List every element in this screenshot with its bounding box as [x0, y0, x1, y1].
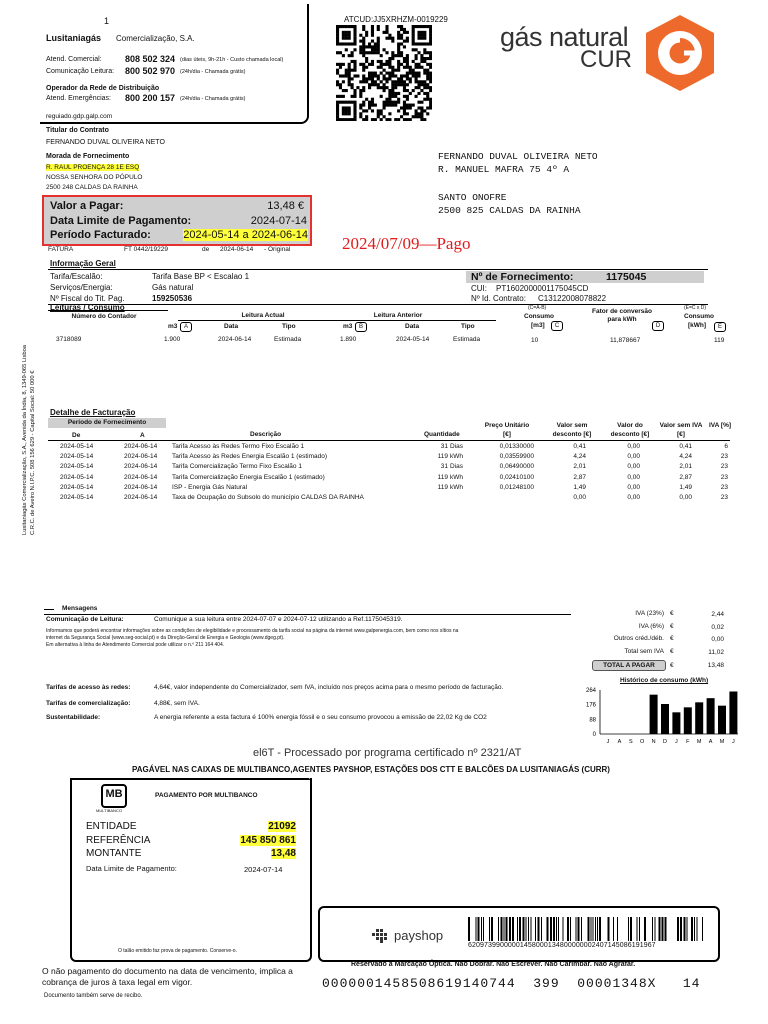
- mb-entity-value: 21092: [268, 821, 296, 832]
- valor-value: 13,48 €: [267, 200, 304, 212]
- chart-bar: [661, 704, 669, 734]
- readings-h-factor: Fator de conversão para kWh: [592, 308, 652, 323]
- total-other-cur: €: [670, 635, 674, 642]
- limit-value: 2024-07-14: [250, 215, 307, 227]
- billing-row: [48, 443, 730, 453]
- limit-label: Data Limite de Pagamento:: [50, 215, 192, 227]
- address-line1: [46, 164, 165, 171]
- recipient-block: [438, 150, 598, 217]
- billing-cell-qty: 119: [437, 473, 448, 481]
- msg-reading-label: Comunicação de Leitura:: [46, 616, 124, 623]
- chart-bar: [718, 706, 726, 734]
- optical-code-line: 0000001458508619140744 399 00001348X 14: [322, 976, 701, 991]
- billing-cell-iva: 23: [720, 494, 728, 501]
- total-iva6-label: IVA (6%): [638, 623, 664, 630]
- emergency-note: (24h/dia - Chamada grátis): [180, 96, 246, 102]
- contact-box: [40, 4, 309, 124]
- brand-line2: CUR: [580, 46, 632, 73]
- certificate-note: el6T - Processado por programa certificado nº 2321/AT: [253, 747, 522, 759]
- late-payment-notice: O não pagamento do documento na data de vencimento, implica a cobrança de juros à taxa legal em vigor.: [42, 966, 293, 987]
- billing-cell-a: 2024-06-14: [124, 463, 158, 471]
- billing-cell-desc: Tarifa Acesso às Redes Energia Escalão 1 (estimado): [172, 453, 327, 461]
- chart-bar: [650, 695, 658, 734]
- msg-info1: Informamos que poderá encontrar informações sobre as condições de elegibilidade e processamento da tarifa social na página da internet www.galpenergia.com, bem como nos sítios na: [46, 628, 459, 634]
- billing-cell-unit: Dias: [450, 443, 464, 450]
- readings-h-data-b: Data: [405, 323, 420, 330]
- billing-cell-disc: 0,00: [627, 483, 640, 491]
- contact-label: Atend. Comercial:: [46, 56, 102, 63]
- address-line1-text: R. RAUL PROENÇA 28 1E ESQ: [46, 164, 140, 171]
- invoice-de: de: [202, 246, 210, 253]
- consumption-history-chart: [580, 686, 740, 748]
- billing-cell-unit: kWh: [450, 483, 463, 491]
- billing-cell-vsd: 0,41: [573, 443, 586, 450]
- chart-x-tick: A: [617, 739, 622, 745]
- period-value: 2024-05-14 a 2024-06-14: [183, 229, 308, 241]
- billing-cell-vsd: 1,49: [573, 483, 586, 491]
- billing-cell-disc: 0,00: [627, 494, 640, 501]
- total-noiva-label: Total sem IVA: [624, 648, 664, 655]
- recipient-name: FERNANDO DUVAL OLIVEIRA NETO: [438, 151, 598, 162]
- readings-title: Leituras / Consumo: [50, 303, 125, 312]
- email-link[interactable]: reguiado.gdp.galp.com: [46, 113, 113, 120]
- billing-cell-unit: Dias: [450, 463, 464, 471]
- recipient-postal: 2500 825 CALDAS DA RAINHA: [438, 205, 581, 216]
- total-iva6-cur: €: [670, 623, 674, 630]
- billing-period-header: Período de Fornecimento: [48, 418, 166, 428]
- readings-h-counter: Número do Contador: [71, 313, 137, 320]
- side-legal-line1: Lusitaniagás Comercialização, S.A., Avenida da Índia, 8, 1349-065 Lisboa: [22, 344, 28, 535]
- paid-note: 2024/07/09—Pago: [342, 234, 471, 253]
- billing-cell-iva: 23: [720, 453, 728, 461]
- reading-a-m3: 1.900: [164, 336, 181, 343]
- billing-h-a: A: [140, 432, 145, 439]
- total-pay-value: 13,48: [707, 662, 724, 669]
- contract-id-label: Nº Id. Contrato:: [471, 294, 526, 303]
- chart-y-tick: 0: [592, 732, 596, 738]
- billing-cell-desc: Tarifa Comercialização Energia Escalão 1 (estimado): [172, 473, 325, 481]
- mb-limit-value: 2024-07-14: [244, 865, 283, 874]
- chart-x-tick: J: [606, 739, 610, 745]
- readings-h-m3-b: m3: [343, 323, 353, 330]
- billing-row: [48, 494, 730, 504]
- cui-value: PT1602000001175045CD: [496, 284, 589, 293]
- billing-cell-vsd: 2,01: [573, 463, 586, 471]
- contract-block: [46, 127, 165, 191]
- mb-footer: O talão emitido faz prova de pagamento. Conserve-o.: [118, 948, 237, 954]
- reading-b-m3: 1.890: [340, 336, 357, 343]
- mb-limit-label: Data Limite de Pagamento:: [86, 864, 177, 873]
- total-pay-label: TOTAL A PAGAR: [592, 660, 666, 671]
- totals-block: [590, 608, 728, 678]
- mb-logo-sub: MULTIBANCO: [96, 808, 122, 813]
- invoice-type: FATURA: [48, 246, 74, 253]
- reading-b-date: 2024-05-14: [396, 336, 430, 343]
- receipt-note: Documento também serve de recibo.: [44, 993, 143, 999]
- chart-x-tick: F: [686, 739, 690, 745]
- billing-cell-vsi: 2,87: [679, 473, 692, 481]
- side-legal-line2: C.R.C. de Aveiro N.I.P.C. 508 156 629 - Capital Social: 50 000 €: [30, 370, 36, 535]
- recipient-locality: SANTO ONOFRE: [438, 192, 507, 203]
- reading-factor: 11,878667: [610, 337, 641, 344]
- info-service-value: Gás natural: [152, 283, 194, 292]
- billing-cell-a: 2024-06-14: [124, 443, 158, 450]
- optical-notice: Reservado a Marcação Óptica. Não Dobrar. Não Escrever. Não Carimbar. Não Agrafar.: [351, 961, 636, 968]
- chart-bar: [707, 698, 715, 734]
- total-other-value: 0,00: [711, 636, 724, 643]
- msg-access-text: 4,64€, valor independente do Comercializador, sem IVA, incluído nos preços acima para o mesmo período de facturação.: [154, 684, 504, 691]
- total-iva23-cur: €: [670, 610, 674, 617]
- chart-bar: [672, 712, 680, 734]
- readings-h-actual: Leitura Actual: [241, 312, 285, 319]
- chart-x-tick: M: [719, 739, 725, 745]
- contact-label: Comunicação Leitura:: [46, 68, 115, 75]
- chart-y-tick: 264: [585, 688, 596, 694]
- invoice-date: 2024-06-14: [220, 246, 254, 253]
- emergency-number[interactable]: 800 200 157: [125, 93, 176, 103]
- billing-cell-price: 0,01248100: [499, 483, 534, 491]
- billing-cell-desc: Taxa de Ocupação do Subsolo do município CALDAS DA RAINHA: [172, 494, 364, 501]
- supply-label: Nº de Fornecimento:: [471, 271, 574, 283]
- billing-h-de: De: [72, 432, 81, 439]
- invoice-number: FT 0442/19229: [124, 246, 168, 253]
- holder-label: Titular do Contrato: [46, 127, 109, 134]
- atcud-code: ATCUD:JJ5XRHZM-0019229: [344, 15, 448, 24]
- address-label: Morada de Fornecimento: [46, 153, 130, 160]
- qr-code: [336, 25, 432, 121]
- side-legal-text: [21, 305, 37, 535]
- billing-cell-disc: 0,00: [627, 453, 640, 461]
- reading-counter: 3718089: [56, 336, 82, 343]
- contact-note: (24h/dia - Chamada grátis): [180, 69, 246, 75]
- total-noiva-cur: €: [670, 648, 674, 655]
- readings-h-consumo: Consumo: [524, 313, 554, 320]
- recipient-street: R. MANUEL MAFRA 75 4º A: [438, 164, 570, 175]
- readings-h-tipo-a: Tipo: [282, 323, 296, 330]
- readings-h-d: D: [652, 321, 664, 331]
- billing-cell-iva: 6: [724, 443, 728, 450]
- contact-number[interactable]: 800 502 970: [125, 66, 176, 76]
- info-service-label: Serviços/Energia:: [50, 283, 113, 292]
- payshop-barcode-number: 62097399000001458000134800000002407145086191967: [468, 942, 656, 949]
- billing-cell-de: 2024-05-14: [60, 443, 94, 450]
- chart-x-tick: J: [732, 739, 735, 745]
- company-name: Lusitaniagás: [46, 33, 102, 43]
- info-tarifa-label: Tarifa/Escalão:: [50, 272, 103, 281]
- billing-row: [48, 474, 730, 484]
- billing-cell-a: 2024-06-14: [124, 494, 158, 501]
- total-iva23-value: 2,44: [711, 611, 724, 618]
- mb-amount-label: MONTANTE: [86, 848, 142, 859]
- readings-section: [48, 305, 728, 345]
- reading-consumo: 10: [531, 337, 539, 344]
- readings-h-c-formula: (C=A-B): [528, 305, 547, 311]
- readings-h-data-a: Data: [224, 323, 239, 330]
- info-box: [48, 269, 708, 305]
- billing-h-desc: Descrição: [250, 431, 282, 438]
- mb-logo-text: MB: [105, 788, 123, 800]
- chart-bar: [729, 692, 737, 735]
- brand-line1: gás natural: [500, 22, 629, 52]
- msg-info2: internet da Segurança Social (www.seg-social.pt) e da Direção-Geral de Energia e Geologia (www.dgeg.pt).: [46, 635, 285, 641]
- readings-h-previous: Leitura Anterior: [373, 312, 423, 319]
- info-title: Informação Geral: [50, 259, 116, 268]
- chart-x-tick: J: [675, 739, 678, 745]
- billing-cell-iva: 23: [720, 463, 728, 471]
- total-iva23-label: IVA (23%): [635, 610, 664, 617]
- billing-cell-a: 2024-06-14: [124, 473, 158, 481]
- mb-ref-value: 145 850 861: [240, 835, 296, 846]
- address-line3: 2500 248 CALDAS DA RAINHA: [46, 184, 138, 191]
- chart-x-tick: S: [628, 739, 633, 745]
- billing-cell-price: 0,03559900: [499, 453, 534, 461]
- billing-cell-vsi: 0,00: [679, 494, 692, 501]
- messages-title: Mensagens: [62, 605, 98, 612]
- contact-note: (dias úteis, 9h-21h - Custo chamada local): [180, 57, 284, 63]
- contract-id-value: C13122008078822: [538, 294, 607, 303]
- holder-name: FERNANDO DUVAL OLIVEIRA NETO: [46, 139, 165, 146]
- readings-h-b: B: [355, 322, 367, 332]
- readings-h-c: C: [551, 321, 563, 331]
- reading-b-type: Estimada: [453, 336, 481, 343]
- multibanco-box: [70, 778, 312, 962]
- msg-commerc-label: Tarifas de comercialização:: [46, 700, 131, 707]
- readings-h-kwh-unit: [kWh]: [688, 322, 707, 329]
- mb-title: PAGAMENTO POR MULTIBANCO: [155, 792, 258, 799]
- chart-bar: [695, 702, 703, 734]
- billing-cell-a: 2024-06-14: [124, 453, 158, 461]
- billing-cell-vsi: 4,24: [679, 453, 692, 461]
- readings-h-m3: m3: [168, 323, 178, 330]
- chart-x-tick: M: [696, 739, 702, 745]
- msg-access-label: Tarifas de acesso às redes:: [46, 684, 131, 691]
- info-nif-value: 159250536: [152, 294, 193, 303]
- billing-row: [48, 453, 730, 463]
- readings-h-tipo-b: Tipo: [461, 323, 475, 330]
- billing-h-vsd: Valor sem desconto [€]: [552, 422, 592, 438]
- total-iva6-value: 0,02: [711, 624, 724, 631]
- payshop-brand: payshop: [394, 928, 444, 943]
- billing-cell-vsd: 0,00: [573, 494, 586, 501]
- billing-cell-a: 2024-06-14: [124, 483, 158, 491]
- billing-cell-desc: ISP - Energia Gás Natural: [172, 483, 248, 491]
- payshop-logo-icon: [372, 929, 392, 943]
- info-tarifa-value: Tarifa Base BP < Escalao 1: [152, 272, 250, 281]
- billing-cell-vsi: 0,41: [679, 443, 692, 450]
- cui-label: CUI:: [471, 284, 487, 293]
- invoice-original: - Original: [264, 246, 291, 253]
- chart-x-tick: O: [640, 739, 645, 745]
- billing-cell-disc: 0,00: [627, 463, 640, 471]
- readings-h-kwh: Consumo: [684, 313, 714, 320]
- reading-kwh: 119: [714, 337, 725, 344]
- brand-logo-icon: [640, 13, 720, 93]
- billing-cell-desc: Tarifa Comercialização Termo Fixo Escalão 1: [172, 463, 302, 471]
- billing-cell-price: 0,06490000: [499, 463, 534, 471]
- billing-cell-vsi: 2,01: [679, 463, 692, 471]
- reading-a-type: Estimada: [274, 336, 302, 343]
- billing-cell-vsd: 2,87: [573, 473, 586, 481]
- billing-cell-qty: 31: [440, 463, 448, 471]
- chart-x-tick: A: [708, 739, 713, 745]
- msg-reading-text: Comunique a sua leitura entre 2024-07-07 e 2024-07-12 utilizando a Ref.1175045319.: [154, 616, 403, 623]
- billing-h-vsi: Valor sem IVA [€]: [659, 422, 703, 438]
- readings-h-a: A: [180, 322, 192, 332]
- total-other-label: Outros créd./déb.: [613, 635, 664, 642]
- total-pay-cur: €: [670, 662, 674, 669]
- chart-title: Histórico de consumo (kWh): [620, 677, 709, 684]
- reading-a-date: 2024-06-14: [218, 336, 252, 343]
- chart-x-tick: D: [663, 739, 667, 745]
- billing-cell-vsi: 1,49: [679, 483, 692, 491]
- msg-sustain-label: Sustentabilidade:: [46, 714, 101, 721]
- valor-label: Valor a Pagar:: [50, 200, 124, 212]
- chart-x-tick: N: [651, 739, 656, 745]
- messages-section: [44, 604, 574, 729]
- billing-cell-de: 2024-05-14: [60, 463, 94, 471]
- readings-h-consumo-unit: [m3]: [531, 322, 545, 329]
- billing-cell-de: 2024-05-14: [60, 494, 94, 501]
- billing-cell-de: 2024-05-14: [60, 473, 94, 481]
- payshop-barcode: [468, 917, 708, 941]
- billing-h-price: Preço Unitário [€]: [484, 422, 530, 438]
- billing-cell-disc: 0,00: [627, 473, 640, 481]
- payable-note: PAGÁVEL NAS CAIXAS DE MULTIBANCO,AGENTES PAYSHOP, ESTAÇÕES DOS CTT E BALCÕES DA LUSITANIAGÁS (CURR): [132, 765, 610, 774]
- billing-cell-iva: 23: [720, 473, 728, 481]
- readings-h-e-formula: (E=C x D): [684, 305, 707, 311]
- mb-entity-label: ENTIDADE: [86, 821, 137, 832]
- billing-cell-disc: 0,00: [627, 443, 640, 450]
- msg-commerc-text: 4,88€, sem IVA.: [154, 700, 200, 707]
- billing-title: Detalhe de Facturação: [50, 408, 136, 417]
- billing-cell-price: 0,01330000: [499, 443, 534, 450]
- msg-info3: Em alternativa à linha de Atendimento Comercial pode utilizar o n.º 211 164 404.: [46, 642, 225, 648]
- billing-row: [48, 463, 730, 473]
- billing-cell-qty: 119: [437, 483, 448, 491]
- billing-h-disc: Valor do desconto [€]: [610, 422, 650, 438]
- billing-cell-unit: kWh: [450, 453, 463, 461]
- billing-cell-iva: 23: [720, 483, 728, 491]
- info-nif-label: Nº Fiscal do Tit. Pag.: [50, 294, 125, 303]
- billing-h-qty: Quantidade: [424, 431, 460, 438]
- page-number: 1: [104, 16, 110, 26]
- billing-cell-qty: 31: [440, 443, 448, 450]
- emergency-label: Atend. Emergências:: [46, 95, 111, 102]
- supply-value: 1175045: [606, 271, 647, 283]
- readings-h-e: E: [714, 322, 726, 332]
- billing-cell-qty: 119: [437, 453, 448, 461]
- billing-row: [48, 484, 730, 494]
- mb-amount-value: 13,48: [270, 848, 296, 859]
- billing-h-iva: IVA [%]: [708, 422, 732, 429]
- billing-cell-de: 2024-05-14: [60, 483, 94, 491]
- total-noiva-value: 11,02: [708, 649, 724, 656]
- billing-cell-price: 0,02410100: [499, 473, 534, 481]
- billing-cell-de: 2024-05-14: [60, 453, 94, 461]
- period-label: Período Facturado:: [50, 229, 151, 241]
- chart-y-tick: 176: [585, 702, 596, 709]
- mb-ref-label: REFERÊNCIA: [86, 835, 151, 846]
- address-line2: NOSSA SENHORA DO PÓPULO: [46, 174, 143, 181]
- chart-y-tick: 88: [589, 717, 596, 724]
- msg-sustain-text: A energia referente a esta factura é 100% energia fóssil e o seu consumo provocou a emissão de 22,02 Kg de CO2: [154, 714, 487, 721]
- payment-summary-box: [42, 195, 312, 246]
- chart-bar: [684, 707, 692, 734]
- contact-number[interactable]: 808 502 324: [125, 54, 176, 64]
- billing-cell-vsd: 4,24: [573, 453, 586, 461]
- billing-cell-desc: Tarifa Acesso às Redes Termo Fixo Escalão 1: [172, 443, 305, 450]
- billing-cell-unit: kWh: [450, 473, 463, 481]
- operator-title: Operador da Rede de Distribuição: [46, 85, 160, 92]
- company-type: Comercialização, S.A.: [116, 34, 195, 43]
